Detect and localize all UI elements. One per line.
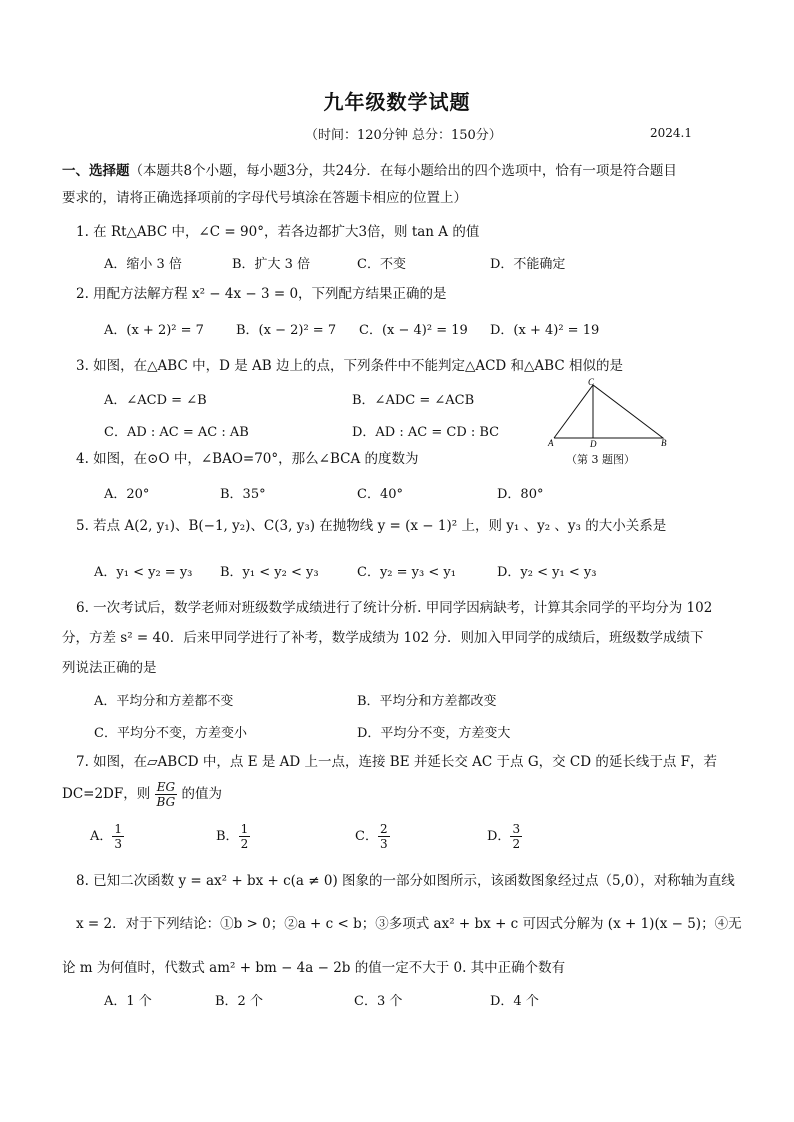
question-5-stem: 5. 若点 A(2, y₁)、B(−1, y₂)、C(3, y₃) 在抛物线 y = (x − 1)² 上，则 y₁ 、y₂ 、y₃ 的大小关系是 [76, 518, 667, 534]
q6-option-d: D．平均分不变，方差变大 [357, 726, 511, 741]
question-6-line2: 分，方差 s² = 40．后来甲同学进行了补考，数学成绩为 102 分．则加入甲同学的成绩后，班级数学成绩下 [62, 630, 704, 646]
q5-option-a: A．y₁ < y₂ = y₃ [94, 565, 193, 580]
q4-option-c: C．40° [357, 487, 403, 502]
q3-option-c: C．AD : AC = AC : AB [104, 425, 249, 440]
q3-option-b: B．∠ADC = ∠ACB [352, 393, 475, 408]
triangle-abc [554, 385, 663, 438]
label-a: A [548, 438, 554, 448]
q8-option-b: B．2 个 [215, 994, 263, 1009]
label-c: C [588, 378, 595, 387]
q7-line2-post: 的值为 [181, 786, 222, 802]
page-title: 九年级数学试题 [323, 90, 471, 114]
q7-option-d: D． $\frac{3}{2}$ [487, 822, 521, 851]
label-d: D [590, 439, 597, 449]
question-8-line1: 8. 已知二次函数 y = ax² + bx + c(a ≠ 0) 图象的一部分如图所示，该函数图象经过点（5,0），对称轴为直线 [76, 873, 735, 889]
q2-option-c: C．(x − 4)² = 19 [359, 323, 468, 338]
question-3-stem: 3. 如图，在△ABC 中，D 是 AB 边上的点，下列条件中不能判定△ACD 和△ABC 相似的是 [76, 358, 623, 374]
q8-option-d: D．4 个 [490, 994, 539, 1009]
q6-option-a: A．平均分和方差都不变 [94, 694, 234, 709]
section-heading: 一、选择题 [62, 163, 130, 179]
section-intro-line2: 要求的，请将正确选择项前的字母代号填涂在答题卡相应的位置上） [62, 190, 467, 206]
q1-option-c: C．不变 [357, 257, 406, 272]
question-6-line3: 列说法正确的是 [62, 660, 157, 676]
section-intro-line1 [62, 161, 677, 181]
question-8-line2: x = 2．对于下列结论：①b > 0；②a + c < b；③多项式 ax² + bx + c 可因式分解为 (x + 1)(x − 5)；④无 [76, 916, 742, 932]
q8-option-a: A．1 个 [104, 994, 152, 1009]
question-6-line1: 6. 一次考试后，数学老师对班级数学成绩进行了统计分析. 甲同学因病缺考，计算其余同学的平均分为 102 [76, 600, 713, 616]
q3-option-d: D．AD : AC = CD : BC [352, 425, 500, 440]
q2-option-a: A．(x + 2)² = 7 [104, 323, 204, 338]
q7-option-b: B． $\frac{1}{2}$ [216, 822, 249, 851]
section-intro-text: （本题共8个小题，每小题3分，共24分．在每小题给出的四个选项中，恰有一项是符合题目 [129, 163, 677, 179]
q3-option-a: A．∠ACD = ∠B [104, 393, 207, 408]
q5-option-d: D．y₂ < y₁ < y₃ [497, 565, 597, 580]
q4-option-b: B．35° [220, 487, 266, 502]
q6-option-b: B．平均分和方差都改变 [357, 694, 497, 709]
q2-option-d: D．(x + 4)² = 19 [490, 323, 600, 338]
label-b: B [661, 438, 667, 448]
question-2-stem: 2. 用配方法解方程 x² − 4x − 3 = 0，下列配方结果正确的是 [76, 286, 447, 302]
q5-option-b: B．y₁ < y₂ < y₃ [220, 565, 319, 580]
q1-option-a: A．缩小 3 倍 [104, 257, 182, 272]
q7-line2-pre: DC=2DF，则 [62, 786, 151, 802]
q8-option-c: C．3 个 [354, 994, 403, 1009]
q2-option-b: B．(x − 2)² = 7 [236, 323, 337, 338]
q6-option-c: C．平均分不变，方差变小 [94, 726, 247, 741]
q1-option-b: B．扩大 3 倍 [232, 257, 311, 272]
q4-option-d: D．80° [497, 487, 544, 502]
question-7-line1: 7. 如图，在▱ABCD 中，点 E 是 AD 上一点，连接 BE 并延长交 AC 于点 G，交 CD 的延长线于点 F，若 [76, 754, 717, 770]
exam-date: 2024.1 [650, 126, 692, 140]
q7-fraction: $\frac{EG}{BG}$ [156, 780, 176, 809]
question-4-stem: 4. 如图，在⊙O 中，∠BAO=70°，那么∠BCA 的度数为 [76, 451, 419, 467]
q7-option-a: A． $\frac{1}{3}$ [90, 822, 123, 851]
question-1-stem: 1. 在 Rt△ABC 中，∠C = 90°，若各边都扩大3倍，则 tan A 的值 [76, 224, 480, 240]
exam-info: （时间：120分钟 总分：150分） [305, 128, 502, 143]
question-7-line2 [62, 780, 222, 809]
triangle-figure [546, 378, 676, 450]
q5-option-c: C．y₂ = y₃ < y₁ [357, 565, 456, 580]
q4-option-a: A．20° [104, 487, 150, 502]
q7-option-c: C． $\frac{2}{3}$ [355, 822, 388, 851]
q1-option-d: D．不能确定 [490, 257, 566, 272]
question-8-line3: 论 m 为何值时，代数式 am² + bm − 4a − 2b 的值一定不大于 0. 其中正确个数有 [62, 960, 566, 976]
figure-caption: （第 3 题图） [566, 453, 635, 466]
